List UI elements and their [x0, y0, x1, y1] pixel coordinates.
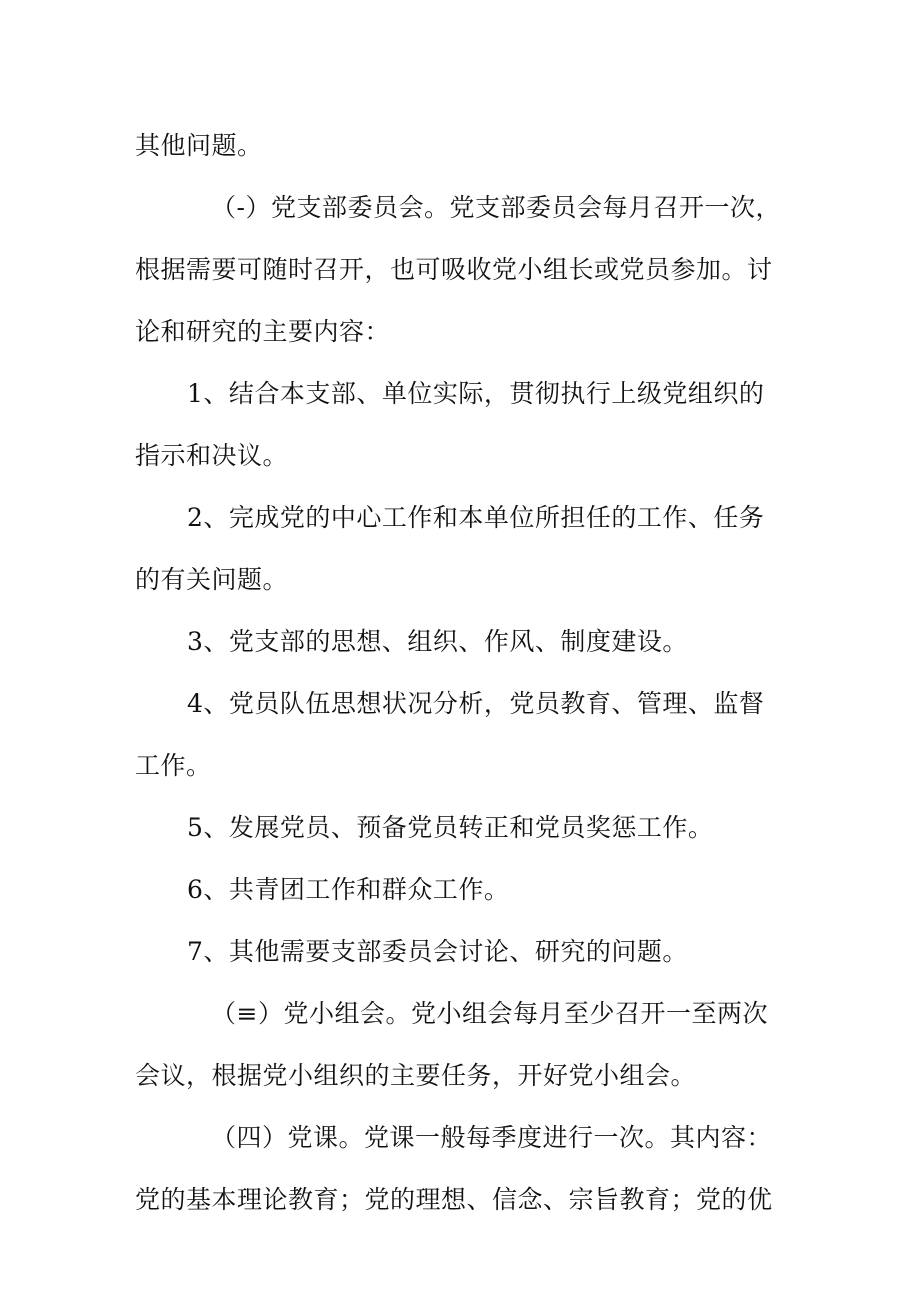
text-line: 会议，根据党小组织的主要任务，开好党小组会。: [135, 1061, 697, 1090]
list-item-line: 7、其他需要支部委员会讨论、研究的问题。: [187, 937, 688, 966]
section-heading-line: （-）党支部委员会。党支部委员会每月召开一次，: [211, 193, 781, 222]
list-item-line: 4、党员队伍思想状况分析，党员教育、管理、监督: [187, 689, 765, 718]
section-heading-line: （四）党课。党课一般每季度进行一次。其内容：: [211, 1123, 773, 1152]
document-body: [135, 115, 795, 1231]
text-line: 论和研究的主要内容：: [135, 317, 391, 346]
list-item-line: 3、党支部的思想、组织、作风、制度建设。: [187, 627, 688, 656]
text-line: 党的基本理论教育；党的理想、信念、宗旨教育；党的优: [135, 1185, 773, 1214]
section-heading-line: （≡）党小组会。党小组会每月至少召开一至两次: [211, 999, 768, 1028]
text-line: 的有关问题。: [135, 565, 289, 594]
text-line: 指示和决议。: [135, 441, 289, 470]
text-line: 其他问题。: [135, 131, 263, 160]
list-item-line: 6、共青团工作和群众工作。: [187, 875, 510, 904]
list-item-line: 5、发展党员、预备党员转正和党员奖惩工作。: [187, 813, 714, 842]
text-line: 根据需要可随时召开，也可吸收党小组长或党员参加。讨: [135, 255, 773, 284]
list-item-line: 2、完成党的中心工作和本单位所担任的工作、任务: [187, 503, 765, 532]
text-line: 工作。: [135, 751, 212, 780]
list-item-line: 1、结合本支部、单位实际，贯彻执行上级党组织的: [187, 379, 765, 408]
